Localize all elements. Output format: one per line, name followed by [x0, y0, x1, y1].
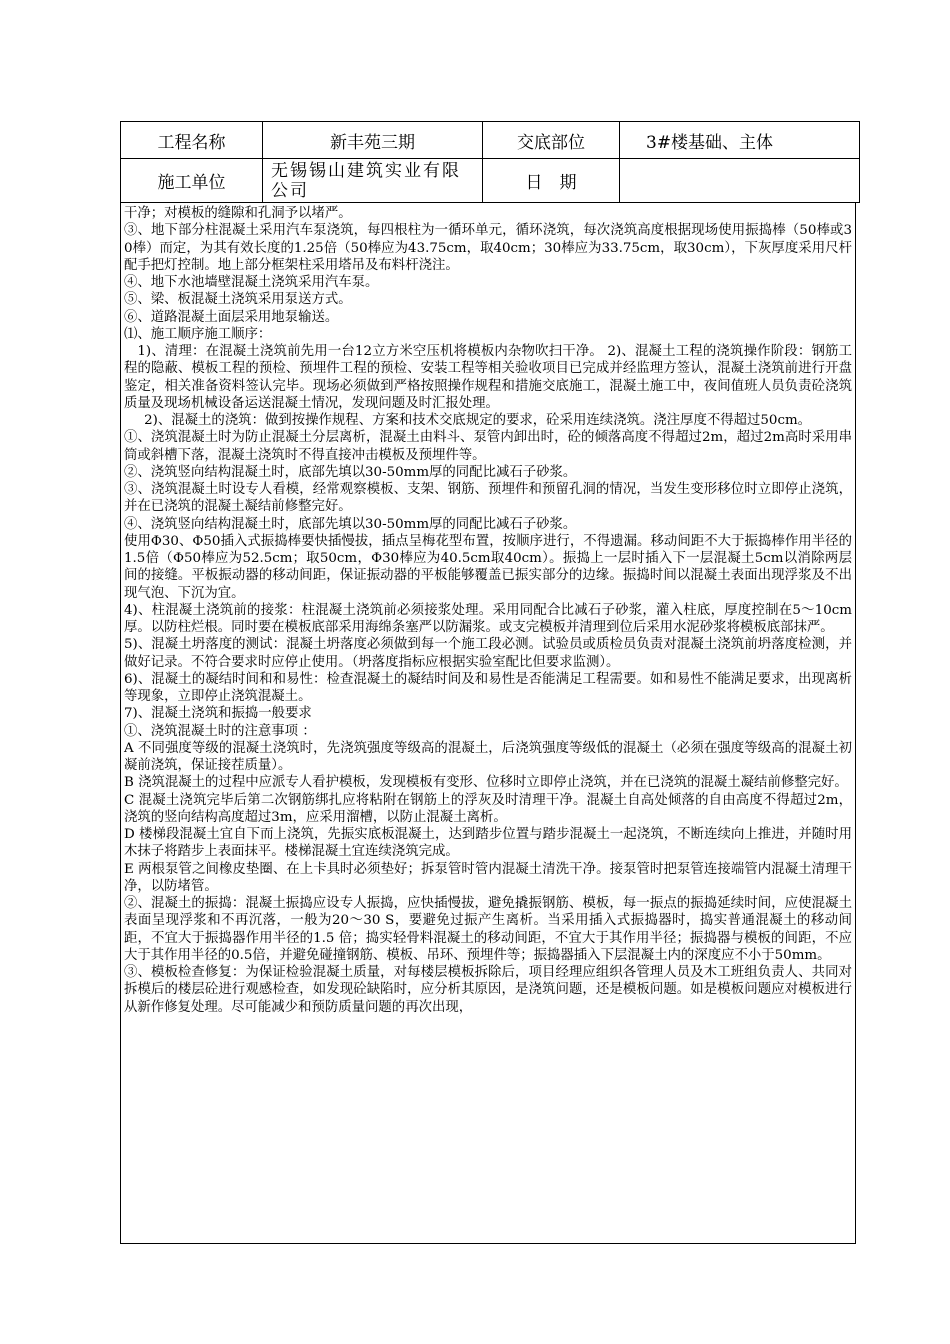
unit-label: 施工单位	[121, 159, 263, 203]
paragraph: E 两根泵管之间橡皮垫圈、在上卡具时必须垫好；拆泵管时管内混凝土清洗干净。接泵管时把泵管连接端管内混凝土清理干净，以防堵管。	[124, 861, 852, 894]
paragraph: A 不同强度等级的混凝土浇筑时，先浇筑强度等级高的混凝土，后浇筑强度等级低的混凝土（必须在强度等级高的混凝土初凝前浇筑，保证接茬质量）。	[124, 740, 852, 773]
paragraph: 7)、混凝土浇筑和振捣一般要求	[124, 706, 312, 722]
paragraph: ⑤、梁、板混凝土浇筑采用泵送方式。	[124, 292, 352, 308]
paragraph: ②、浇筑竖向结构混凝土时，底部先填以30-50mm厚的同配比减石子砂浆。	[124, 464, 577, 480]
paragraph: ③、浇筑混凝土时设专人看模，经常观察模板、支架、钢筋、预埋件和预留孔洞的情况，当发生变形移位时立即停止浇筑，并在已浇筑的混凝土凝结前修整完好。	[124, 482, 852, 515]
paragraph: ⑴、施工顺序施工顺序：	[124, 326, 272, 342]
unit-value: 无锡锡山建筑实业有限公司	[263, 159, 483, 203]
paragraph: ④、地下水池墙壁混凝土浇筑采用汽车泵。	[124, 275, 379, 290]
paragraph: 4)、柱混凝土浇筑前的接浆：柱混凝土浇筑前必须接浆处理。采用同配合比减石子砂浆，灌入柱底，厚度控制在5～10cm厚。以防柱烂根。同时要在模板底部采用海绵条塞严以防漏浆。或支完模板并清理到位后采用水泥砂浆将模板底部抹严。	[124, 602, 852, 635]
content-body	[120, 203, 856, 1244]
paragraph: ④、浇筑竖向结构混凝土时，底部先填以30-50mm厚的同配比减石子砂浆。	[124, 516, 577, 532]
project-name-value: 新丰苑三期	[263, 122, 483, 159]
paragraph: B 浇筑混凝土的过程中应派专人看护模板，发现模板有变形、位移时立即停止浇筑，并在已浇筑的混凝土凝结前修整完好。	[124, 775, 848, 791]
header-row-2	[121, 159, 860, 203]
paragraph: ②、混凝土的振捣：混凝土振捣应设专人振捣，应快插慢拔，避免撬振钢筋、模板，每一振点的振捣延续时间，应使混凝土表面呈现浮浆和不再沉落，一般为20～30 S，要避免过振产生离析。当采用插入式振捣器时，捣实普通混凝土的移动间距，不宜大于振捣器作用半径的1.5 倍；捣实轻骨料混凝土的移动间距，不宜大于其作用半径；振捣器与模板的间距，不应大于其作用半径的0.5倍，并避免碰撞钢筋、模板、吊环、预埋件等；振捣器插入下层混凝土内的深度应不小于50mm。	[124, 896, 852, 963]
paragraph: 6)、混凝土的凝结时间和和易性：检查混凝土的凝结时间及和易性是否能满足工程需要。如和易性不能满足要求，出现离析等现象，立即停止浇筑混凝土。	[124, 671, 852, 704]
paragraph: D 楼梯段混凝土宜自下而上浇筑，先振实底板混凝土，达到踏步位置与踏步混凝土一起浇筑，不断连续向上推进，并随时用木抹子将踏步上表面抹平。楼梯混凝土宜连续浇筑完成。	[124, 827, 852, 860]
paragraph: 2)、混凝土的浇筑：做到按操作规程、方案和技术交底规定的要求，砼采用连续浇筑。浇注厚度不得超过50cm。	[144, 413, 812, 428]
paragraph: ③、地下部分柱混凝土采用汽车泵浇筑，每四根柱为一循环单元，循环浇筑，每次浇筑高度根据现场使用振捣棒（50棒或30棒）而定，为其有效长度的1.25倍（50棒应为43.75cm，取40cm；30棒应为33.75cm，取30cm），下灰厚度采用尺杆配手把灯控制。地上部分框架柱采用塔吊及布料杆浇注。	[124, 223, 852, 273]
header-table	[120, 121, 860, 203]
paragraph: ①、浇筑混凝土时为防止混凝土分层离析，混凝土由料斗、泵管内卸出时，砼的倾落高度不得超过2m，超过2m高时采用串筒或斜槽下落，混凝土浇筑时不得直接冲击模板及预埋件等。	[124, 430, 852, 463]
paragraph: 干净；对模板的缝隙和孔洞予以堵严。	[124, 206, 352, 221]
paragraph: ①、浇筑混凝土时的注意事项 ：	[124, 723, 316, 739]
paragraph: C 混凝土浇筑完毕后第二次钢筋绑扎应将粘附在钢筋上的浮灰及时清理干净。混凝土自高处倾落的自由高度不得超过2m，浇筑的竖向结构高度超过3m，应采用溜槽，以防止混凝土离析。	[124, 792, 852, 825]
paragraph: ③、模板检查修复：为保证检验混凝土质量，对每楼层模板拆除后，项目经理应组织各管理人员及木工班组负责人、共同对拆模后的楼层砼进行观感检查，如发现砼缺陷时，应分析其原因，是浇筑问题，还是模板问题。如是模板问题应对模板进行从新作修复处理。尽可能减少和预防质量问题的再次出现，	[124, 965, 852, 1015]
paragraph: 使用Φ30、Φ50插入式振捣棒要快插慢拔，插点呈梅花型布置，按顺序进行，不得遗漏。移动间距不大于振捣棒作用半径的1.5倍（Φ50棒应为52.5cm；取50cm，Φ30棒应为40.5cm取40cm）。振捣上一层时插入下一层混凝土5cm以消除两层间的接缝。平板振动器的移动间距，保证振动器的平板能够覆盖已振实部分的边缘。振捣时间以混凝土表面出现浮浆及不出现气泡、下沉为宜。	[124, 533, 852, 601]
paragraph: 5)、混凝土坍落度的测试：混凝土坍落度必须做到每一个施工段必测。试验员或质检员负责对混凝土浇筑前坍落度检测，并做好记录。不符合要求时应停止使用。（坍落度指标应根据实验室配比但要求监测）。	[124, 637, 852, 670]
location-value: 3#楼基础、主体	[620, 122, 860, 159]
date-value	[620, 159, 860, 203]
disclosure-sheet	[120, 121, 859, 1244]
location-label: 交底部位	[483, 122, 620, 159]
paragraph: 1)、清理：在混凝土浇筑前先用一台12立方米空压机将模板内杂物吹扫干净。 2)、混凝土工程的浇筑操作阶段：钢筋工程的隐蔽、模板工程的预检、预埋件工程的预检、安装工程等相关验收项目已完成并经监理方签认，混凝土浇筑前进行开盘鉴定，相关准备资料签认完毕。现场必须做到严格按照操作规程和措施交底施工，混凝土施工中，夜间值班人员负责砼浇筑质量及现场机械设备运送混凝土情况，发现问题及时汇报处理。	[124, 344, 852, 411]
paragraph: ⑥、道路混凝土面层采用地泵输送。	[124, 309, 339, 325]
date-label: 日 期	[483, 159, 620, 203]
project-name-label: 工程名称	[121, 122, 263, 159]
header-row-1	[121, 122, 860, 159]
